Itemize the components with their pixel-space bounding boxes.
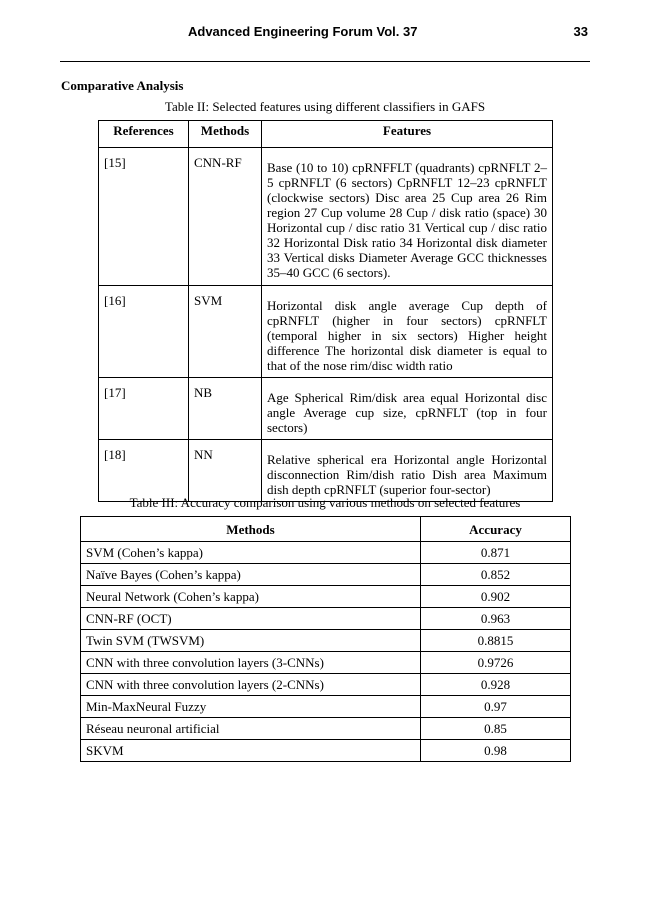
- column-header-references: References: [99, 121, 189, 148]
- features-cell: Horizontal disk angle average Cup depth of cpRNFLT (higher in four sectors) cpRNFLT (temporal higher in six sectors) Higher height difference The horizontal disk diameter is equal to that of the nose rim/disc width ratio: [262, 286, 553, 378]
- accuracy-table: [80, 516, 571, 762]
- features-cell: Base (10 to 10) cpRNFFLT (quadrants) cpRNFLT 2–5 cpRNFLT (6 sectors) CpRNFLT 12–23 cpRNFLT (clockwise sectors) Disc area 25 Cup area 26 Rim region 27 Cup volume 28 Cup / disk ratio (space) 30 Horizontal cup / disc ratio 31 Vertical cup / disc ratio 32 Horizontal Disk ratio 34 Horizontal disk diameter 33 Vertical disks Diameter Average GCC thicknesses 35–40 GCC (6 sectors).: [262, 148, 553, 286]
- method-cell: CNN-RF: [189, 148, 262, 286]
- table-row: [81, 718, 571, 740]
- table-header-row: [81, 517, 571, 542]
- method-cell: SKVM: [81, 740, 421, 762]
- column-header-features: Features: [262, 121, 553, 148]
- accuracy-cell: 0.852: [421, 564, 571, 586]
- accuracy-cell: 0.928: [421, 674, 571, 696]
- method-cell: Neural Network (Cohen’s kappa): [81, 586, 421, 608]
- table-row: [81, 674, 571, 696]
- table2-caption: Table II: Selected features using different classifiers in GAFS: [164, 99, 486, 114]
- table-row: [81, 564, 571, 586]
- method-cell: Min-MaxNeural Fuzzy: [81, 696, 421, 718]
- table-row: [81, 608, 571, 630]
- method-cell: Twin SVM (TWSVM): [81, 630, 421, 652]
- page-number: 33: [573, 24, 588, 39]
- table-row: [81, 696, 571, 718]
- table-row: [81, 740, 571, 762]
- reference-cell: [15]: [99, 148, 189, 286]
- table-row: [99, 440, 553, 502]
- table-row: [81, 652, 571, 674]
- method-cell: NB: [189, 378, 262, 440]
- method-cell: CNN with three convolution layers (2-CNNs): [81, 674, 421, 696]
- journal-title: Advanced Engineering Forum Vol. 37: [188, 24, 418, 39]
- column-header-methods: Methods: [81, 517, 421, 542]
- column-header-methods: Methods: [189, 121, 262, 148]
- accuracy-cell: 0.871: [421, 542, 571, 564]
- method-cell: Réseau neuronal artificial: [81, 718, 421, 740]
- features-cell: Age Spherical Rim/disk area equal Horizontal disc angle Average cup size, cpRNFLT (top in four sectors): [262, 378, 553, 440]
- table-row: [99, 378, 553, 440]
- accuracy-cell: 0.8815: [421, 630, 571, 652]
- table-row: [81, 630, 571, 652]
- section-heading: Comparative Analysis: [61, 78, 184, 93]
- reference-cell: [16]: [99, 286, 189, 378]
- table-row: [81, 586, 571, 608]
- accuracy-cell: 0.9726: [421, 652, 571, 674]
- accuracy-cell: 0.98: [421, 740, 571, 762]
- table-header-row: [99, 121, 553, 148]
- column-header-accuracy: Accuracy: [421, 517, 571, 542]
- method-cell: SVM: [189, 286, 262, 378]
- reference-cell: [17]: [99, 378, 189, 440]
- table-row: [81, 542, 571, 564]
- method-cell: SVM (Cohen’s kappa): [81, 542, 421, 564]
- accuracy-cell: 0.85: [421, 718, 571, 740]
- method-cell: Naïve Bayes (Cohen’s kappa): [81, 564, 421, 586]
- header-rule: [60, 61, 590, 62]
- accuracy-cell: 0.963: [421, 608, 571, 630]
- method-cell: NN: [189, 440, 262, 502]
- accuracy-cell: 0.97: [421, 696, 571, 718]
- table-row: [99, 286, 553, 378]
- method-cell: CNN-RF (OCT): [81, 608, 421, 630]
- table-row: [99, 148, 553, 286]
- table3-caption: Table III: Accuracy comparison using various methods on selected features: [129, 495, 521, 510]
- running-header: [60, 24, 590, 42]
- accuracy-cell: 0.902: [421, 586, 571, 608]
- reference-cell: [18]: [99, 440, 189, 502]
- features-cell: Relative spherical era Horizontal angle Horizontal disconnection Rim/dish ratio Dish area Maximum dish depth cpRNFLT (superior four-sector): [262, 440, 553, 502]
- features-table: [98, 120, 553, 502]
- method-cell: CNN with three convolution layers (3-CNNs): [81, 652, 421, 674]
